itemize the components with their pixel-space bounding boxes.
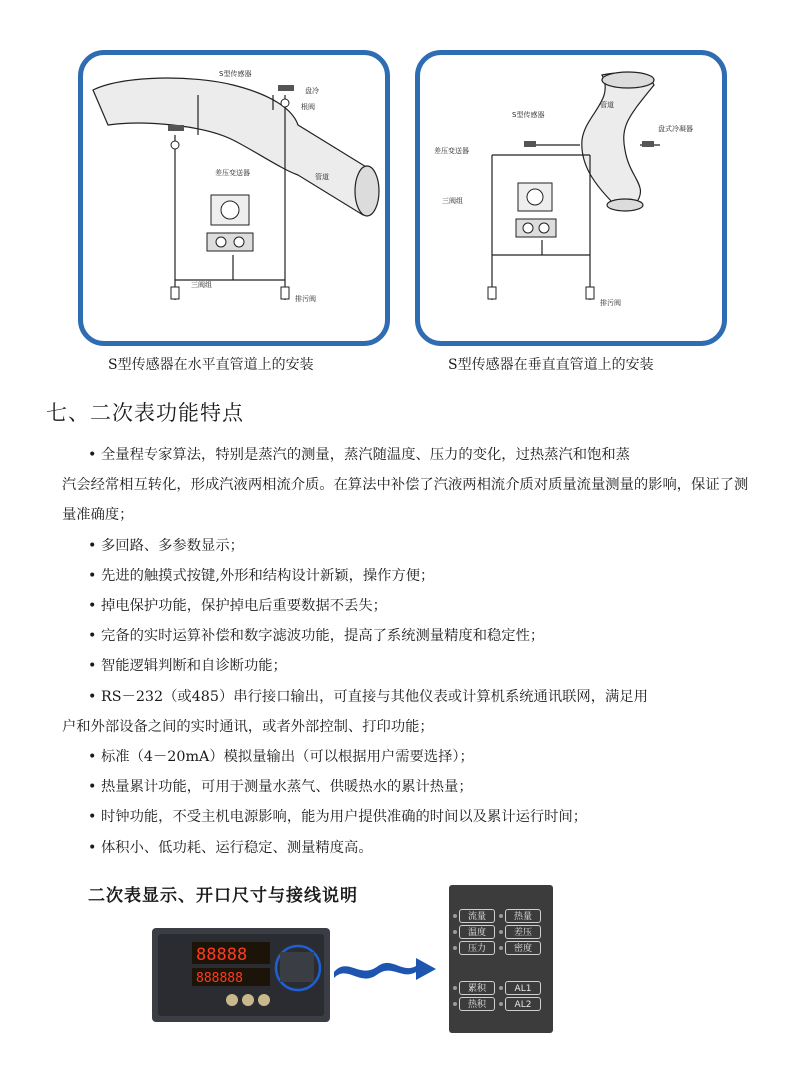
caption-horizontal: S型传感器在水平直管道上的安装	[108, 357, 314, 373]
keypad-led	[499, 946, 503, 950]
feature-item	[62, 651, 752, 681]
feature-item-text: • 标准（4－20mA）模拟量输出（可以根据用户需要选择）；	[88, 749, 474, 766]
sensor-right	[278, 85, 294, 91]
label-pipe: 管道	[315, 173, 329, 181]
feature-item-text: • 时钟功能，不受主机电源影响，能为用户提供准确的时间以及累计运行时间；	[88, 809, 588, 826]
feature-item-text: • 体积小、低功耗、运行稳定、测量精度高。	[88, 839, 373, 856]
feature-item-text: • 完备的实时运算补偿和数字滤波功能，提高了系统测量精度和稳定性；	[88, 628, 545, 645]
feature-item-text: • 掉电保护功能，保护掉电后重要数据不丢失；	[88, 598, 387, 615]
feature-item	[62, 802, 752, 832]
feature-item	[62, 772, 752, 802]
feature-item	[62, 531, 752, 561]
feature-item-continuation: 户和外部设备之间的实时通讯，或者外部控制、打印功能；	[62, 718, 434, 735]
keypad-led	[499, 914, 503, 918]
keypad-led	[453, 914, 457, 918]
keypad-button[interactable]: 热量	[505, 909, 541, 923]
feature-item-text: • 全量程专家算法，特别是蒸汽的测量，蒸汽随温度、压力的变化，过热蒸汽和饱和蒸	[88, 447, 630, 463]
caption-vertical: S型传感器在垂直直管道上的安装	[448, 357, 654, 373]
keypad-led	[453, 946, 457, 950]
vertical-pipe-diagram	[420, 55, 722, 341]
blue-arrow	[330, 950, 440, 988]
keypad-led	[499, 930, 503, 934]
sensor-left	[168, 125, 184, 131]
feature-item	[62, 591, 752, 621]
feature-item-text: • RS－232（或485）串行接口输出，可直接与其他仪表或计算机系统通讯联网，满足用	[88, 688, 648, 705]
feature-item	[62, 440, 752, 531]
label-three-valve: 三阀组	[442, 197, 463, 205]
diagram-horizontal-pipe	[78, 50, 390, 346]
label-condenser: 盘冷	[305, 87, 319, 95]
keypad-led	[499, 986, 503, 990]
display-section-heading: 二次表显示、开口尺寸与接线说明	[88, 886, 358, 906]
label-root-valve: 根阀	[301, 103, 315, 111]
label-drain-valve: 排污阀	[600, 299, 621, 307]
keypad-button[interactable]: AL1	[505, 981, 541, 995]
feature-item	[62, 621, 752, 651]
label-three-valve: 三阀组	[191, 281, 212, 289]
meter-key[interactable]	[258, 994, 270, 1006]
keypad-button[interactable]: 累积	[459, 981, 495, 995]
keypad-button[interactable]: 差压	[505, 925, 541, 939]
keypad-led	[453, 930, 457, 934]
pipe-shape	[582, 73, 654, 205]
label-sensor: S型传感器	[512, 111, 545, 119]
keypad-button[interactable]: 流量	[459, 909, 495, 923]
keypad-button[interactable]: 密度	[505, 941, 541, 955]
section-heading: 七、二次表功能特点	[46, 401, 244, 425]
feature-item-text: • 热量累计功能，可用于测量水蒸气、供暖热水的累计热量；	[88, 779, 473, 796]
meter-key[interactable]	[242, 994, 254, 1006]
label-drain-valve: 排污阀	[295, 295, 316, 303]
meter-key[interactable]	[226, 994, 238, 1006]
keypad-button[interactable]: 热积	[459, 997, 495, 1011]
feature-list	[62, 440, 752, 863]
feature-item	[62, 742, 752, 772]
three-valve-manifold	[516, 219, 556, 237]
feature-item	[62, 833, 752, 863]
feature-item	[62, 682, 752, 742]
three-valve-manifold	[207, 233, 253, 251]
keypad-led	[453, 1002, 457, 1006]
pipe-shape	[93, 78, 378, 215]
feature-item-text: • 智能逻辑判断和自诊断功能；	[88, 658, 287, 675]
label-condenser: 盘式冷凝器	[658, 125, 693, 133]
keypad-led	[453, 986, 457, 990]
secondary-meter-device	[152, 928, 330, 1022]
meter-digits-bottom: 888888	[196, 971, 243, 986]
feature-item-continuation: 汽会经常相互转化，形成汽液两相流介质。在算法中补偿了汽液两相流介质对质量流量测量的影响，保证了测量准确度；	[62, 477, 749, 524]
keypad-button[interactable]: AL2	[505, 997, 541, 1011]
keypad-led	[499, 1002, 503, 1006]
diagram-vertical-pipe	[415, 50, 727, 346]
feature-item	[62, 561, 752, 591]
label-sensor: S型传感器	[219, 70, 252, 78]
feature-item-text: • 多回路、多参数显示；	[88, 537, 244, 554]
keypad-closeup	[449, 885, 553, 1033]
label-pipe: 管道	[600, 101, 614, 109]
label-transmitter: 差压变送器	[215, 169, 250, 177]
meter-digits-top: 88888	[196, 945, 248, 965]
horizontal-pipe-diagram	[83, 55, 385, 341]
pipe-end	[355, 166, 379, 216]
keypad-button[interactable]: 温度	[459, 925, 495, 939]
label-transmitter: 差压变送器	[434, 147, 469, 155]
feature-item-text: • 先进的触摸式按键,外形和结构设计新颖，操作方便；	[88, 567, 435, 584]
keypad-button[interactable]: 压力	[459, 941, 495, 955]
